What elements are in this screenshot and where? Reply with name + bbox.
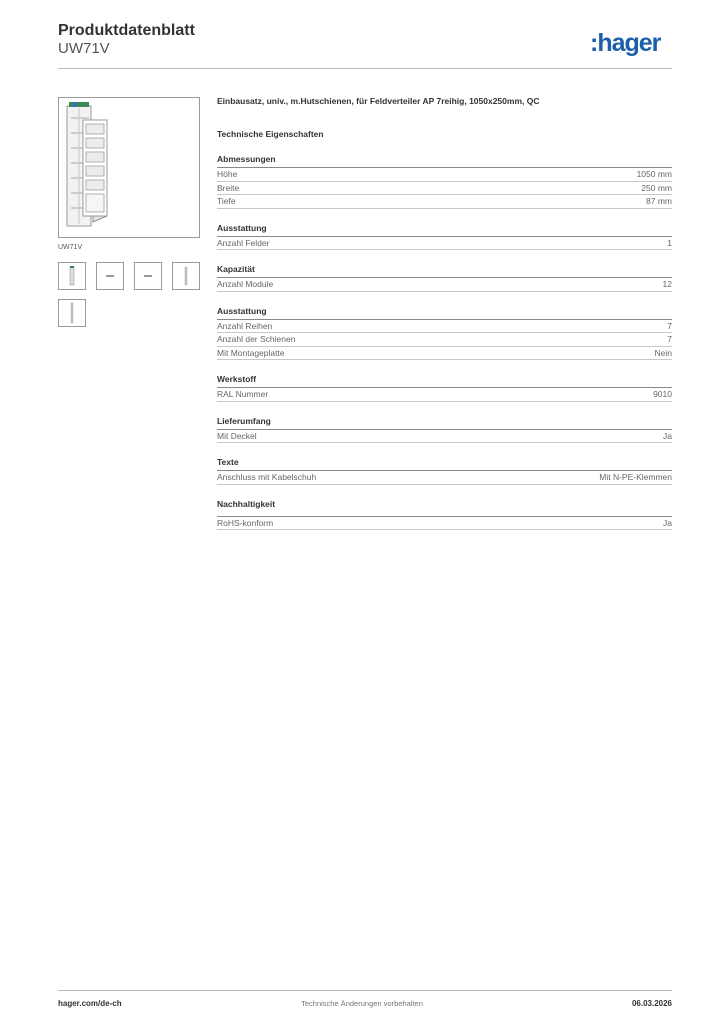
row-label: RoHS-konform [217, 517, 274, 528]
section-ausstattung-1 [217, 223, 672, 251]
product-code: UW71V [58, 40, 110, 57]
header-divider [58, 68, 672, 69]
section-title: Lieferumfang [217, 416, 672, 430]
thumbnail-1-icon [59, 263, 85, 289]
row-label: Höhe [217, 169, 238, 179]
table-row [217, 388, 672, 402]
section-kapazitaet [217, 264, 672, 292]
row-value: 1 [667, 237, 672, 248]
technical-properties-title: Technische Eigenschaften [217, 129, 324, 139]
table-row [217, 517, 672, 531]
section-title: Abmessungen [217, 154, 672, 168]
thumbnail-3-icon [135, 263, 161, 289]
row-value: 250 mm [641, 182, 672, 193]
table-row [217, 237, 672, 251]
thumbnail-2-icon [97, 263, 123, 289]
row-value: 87 mm [646, 196, 672, 206]
row-label: Anschluss mit Kabelschuh [217, 472, 317, 482]
section-werkstoff [217, 374, 672, 402]
table-row [217, 168, 672, 182]
page-title: Produktdatenblatt [58, 22, 195, 39]
row-label: Anzahl Felder [217, 237, 270, 248]
row-label: Mit Montageplatte [217, 347, 285, 358]
table-row [217, 430, 672, 444]
section-title: Werkstoff [217, 374, 672, 388]
footer-disclaimer: Technische Änderungen vorbehalten [301, 999, 423, 1008]
section-title: Nachhaltigkeit [217, 499, 672, 517]
section-nachhaltigkeit [217, 499, 672, 531]
row-label: RAL Nummer [217, 389, 269, 399]
thumbnail-3[interactable] [134, 262, 162, 290]
logo-text: :hager [590, 29, 661, 57]
footer-divider [58, 990, 672, 991]
row-label: Tiefe [217, 196, 236, 206]
section-texte [217, 457, 672, 485]
hager-logo [590, 24, 680, 64]
row-label: Anzahl Module [217, 279, 274, 289]
thumbnail-5-icon [59, 300, 85, 326]
section-title: Ausstattung [217, 306, 672, 320]
row-value: 12 [662, 279, 672, 289]
row-value: Ja [663, 430, 672, 441]
table-row [217, 347, 672, 361]
row-label: Anzahl Reihen [217, 320, 273, 331]
table-row [217, 333, 672, 347]
thumbnail-1[interactable] [58, 262, 86, 290]
product-illustration [59, 98, 199, 237]
section-abmessungen [217, 154, 672, 209]
section-title: Kapazität [217, 264, 672, 278]
image-caption: UW71V [58, 244, 83, 251]
row-value: Ja [663, 517, 672, 528]
table-row [217, 195, 672, 209]
table-row [217, 182, 672, 196]
table-row [217, 471, 672, 485]
row-label: Anzahl der Schienen [217, 334, 296, 344]
row-value: 7 [667, 320, 672, 331]
row-value: 7 [667, 334, 672, 344]
row-value: 9010 [653, 389, 672, 399]
table-row [217, 278, 672, 292]
section-title: Texte [217, 457, 672, 471]
product-image[interactable] [58, 97, 200, 238]
thumbnail-4-icon [173, 263, 199, 289]
row-value: Mit N-PE-Klemmen [599, 472, 672, 482]
row-label: Mit Deckel [217, 430, 257, 441]
thumbnail-2[interactable] [96, 262, 124, 290]
product-description: Einbausatz, univ., m.Hutschienen, für Feldverteiler AP 7reihig, 1050x250mm, QC [217, 96, 540, 106]
product-details [217, 96, 672, 530]
section-title: Ausstattung [217, 223, 672, 237]
footer-date: 06.03.2026 [631, 999, 672, 1008]
thumbnail-4[interactable] [172, 262, 200, 290]
section-lieferumfang [217, 416, 672, 444]
section-ausstattung-2 [217, 306, 672, 361]
row-value: Nein [654, 347, 672, 358]
row-value: 1050 mm [636, 169, 672, 179]
footer-website-link[interactable]: hager.com/de-ch [58, 999, 122, 1008]
row-label: Breite [217, 182, 240, 193]
table-row [217, 320, 672, 334]
thumbnail-5[interactable] [58, 299, 86, 327]
